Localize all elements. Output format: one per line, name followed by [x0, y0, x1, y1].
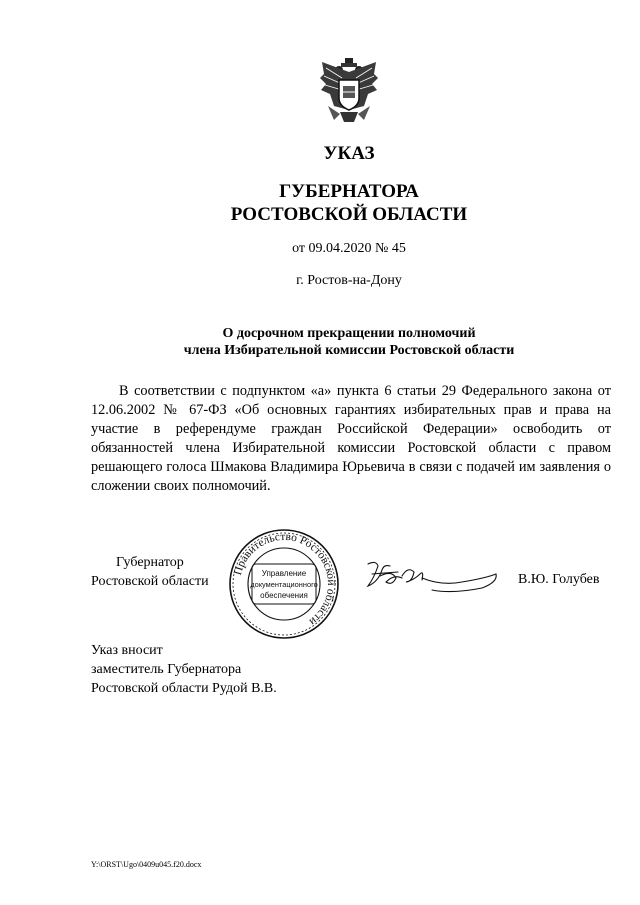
submitter-line-2: заместитель Губернатора	[91, 662, 242, 677]
seal-outer-text: Правительство Ростовской области	[231, 530, 338, 628]
issuer-line-2: РОСТОВСКОЙ ОБЛАСТИ	[230, 204, 468, 225]
signatory-title	[91, 553, 209, 591]
seal-inner-line-1: Управление	[261, 569, 307, 578]
submitter-line-1: Указ вносит	[91, 643, 163, 658]
document-subject	[0, 325, 640, 359]
submitter-line-3: Ростовской области Рудой В.В.	[91, 681, 277, 696]
subject-line-2: члена Избирательной комиссии Ростовской области	[183, 343, 515, 358]
handwritten-signature	[362, 556, 502, 596]
seal-inner-line-3: обеспечения	[260, 591, 308, 600]
document-type-title: УКАЗ	[323, 143, 375, 164]
signatory-title-line-2: Ростовской области	[91, 574, 209, 589]
submitter-block	[91, 641, 277, 698]
file-path-footer: Y:\ORST\Ugo\0409u045.f20.docx	[91, 860, 202, 869]
coat-of-arms-emblem	[318, 56, 380, 126]
body-paragraph: В соответствии с подпунктом «а» пункта 6 статьи 29 Федерального закона от 12.06.2002 № 67-ФЗ «Об основных гарантиях избирательных прав и права на участие в референдуме граждан Российской Федерации» освободить от обязанностей члена Избирательной комиссии Ростовской области с правом решающего голоса Шмакова Владимира Юрьевича в связи с подачей им заявления о сложении своих полномочий.	[91, 383, 611, 494]
signatory-name: В.Ю. Голубев	[518, 572, 600, 587]
issuer-line-1: ГУБЕРНАТОРА	[279, 181, 419, 202]
document-date-number: от 09.04.2020 № 45	[292, 241, 406, 256]
subject-line-1: О досрочном прекращении полномочий	[222, 326, 476, 341]
official-seal-stamp	[228, 528, 340, 640]
document-city: г. Ростов-на-Дону	[296, 273, 402, 288]
issuer-title	[0, 180, 640, 226]
signatory-title-line-1: Губернатор	[116, 555, 184, 570]
seal-inner-line-2: документационного	[250, 580, 318, 589]
